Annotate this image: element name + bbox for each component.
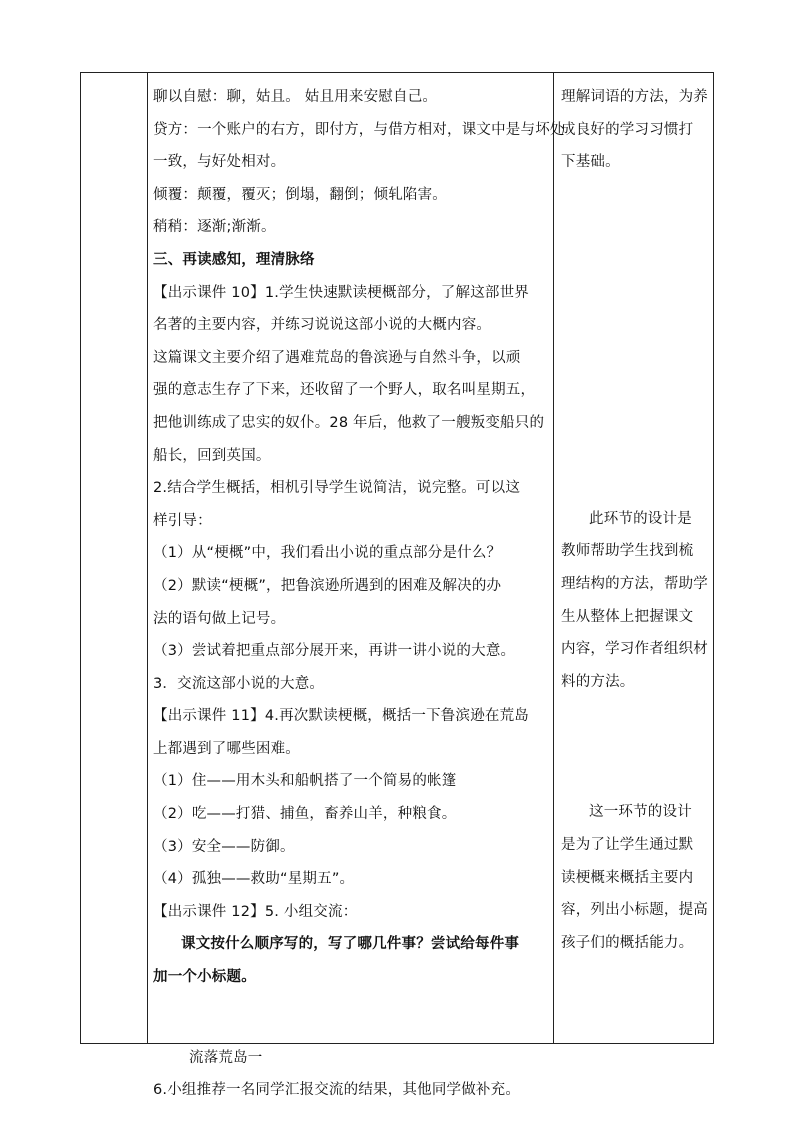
intent-line: 生从整体上把握课文 [561,608,694,625]
difficulty-item: （4）孤独——救助“星期五”。 [153,871,355,888]
lesson-plan-table [80,72,714,1099]
body-line: 法的语句做上记号。 [153,610,286,627]
body-line: 6.小组推荐一名同学汇报交流的结果，其他同学做补充。 [153,1082,521,1099]
body-line: 样引导： [153,512,212,529]
section-heading: 三、再读感知，理清脉络 [153,251,315,268]
courseware-line: 【出示课件 11】4.再次默读梗概，概括一下鲁滨逊在荒岛 [153,708,529,725]
question-item: （1）从“梗概”中，我们看出小说的重点部分是什么？ [153,545,502,562]
difficulty-item: （3）安全——防御。 [153,838,295,855]
spacer [153,994,555,1042]
spacer [561,179,711,503]
intent-line: 读梗概来概括主要内 [561,869,694,886]
intent-line: 此环节的设计是 [589,510,692,527]
intent-line: 理结构的方法，帮助学 [561,575,708,592]
intent-line: 这一环节的设计 [589,804,692,821]
difficulty-item: （1）住——用木头和船帆搭了一个简易的帐篷 [153,773,457,790]
intent-line: 容，列出小标题，提高 [561,902,708,919]
group-task-line: 课文按什么顺序写的，写了哪几件事？尝试给每件事 [181,936,520,953]
intent-line: 成良好的学习习惯打 [561,121,694,138]
intent-line: 理解词语的方法，为养 [561,89,708,105]
question-item: （2）默读“梗概”，把鲁滨逊所遇到的困难及解决的办 [153,577,502,594]
courseware-line: 【出示课件 10】1.学生快速默读梗概部分，了解这部世界 [153,284,529,301]
subtitle-line: 流落荒岛一 [189,1049,263,1066]
intent-line: 孩子们的概括能力。 [561,934,694,951]
courseware-line: 【出示课件 12】5. 小组交流： [153,903,358,920]
body-line: 3．交流这部小说的大意。 [153,675,325,692]
body-line: 把他训练成了忠实的奴仆。28 年后，他救了一艘叛变船只的 [153,414,545,431]
body-line: 船长，回到英国。 [153,447,271,464]
group-task-line: 加一个小标题。 [153,969,256,986]
body-line: 这篇课文主要介绍了遇难荒岛的鲁滨逊与自然斗争，以顽 [153,349,521,366]
design-intent-column [561,81,711,959]
body-line: 上都遇到了哪些困难。 [153,740,300,757]
intent-line: 是为了让学生通过默 [561,836,694,853]
vocab-line: 一致，与好处相对。 [153,154,286,171]
vocab-line: 贷方：一个账户的右方，即付方，与借方相对，课文中是与坏处 [153,121,565,138]
body-line: 名著的主要内容，并练习说说这部小说的大概内容。 [153,317,492,334]
intent-line: 教师帮助学生找到梳 [561,543,694,560]
intent-line: 内容，学习作者组织材 [561,641,708,658]
question-item: （3）尝试着把重点部分展开来，再讲一讲小说的大意。 [153,643,516,660]
vocab-line: 倾覆：颠覆，覆灭；倒塌，翻倒；倾轧陷害。 [153,186,447,203]
intent-line: 料的方法。 [561,673,635,690]
body-line: 强的意志生存了下来，还收留了一个野人，取名叫星期五， [153,382,536,399]
column-divider-left [147,73,148,1043]
intent-line: 下基础。 [561,154,620,171]
body-line: 2.结合学生概括，相机引导学生说简洁，说完整。可以这 [153,480,521,497]
teaching-process-column [153,81,565,1107]
vocab-line: 聊以自慰：聊，姑且。 姑且用来安慰自己。 [153,89,438,105]
vocab-line: 稍稍：逐渐;渐渐。 [153,219,276,236]
spacer [561,698,711,796]
difficulty-item: （2）吃——打猎、捕鱼，畜养山羊，种粮食。 [153,806,457,823]
